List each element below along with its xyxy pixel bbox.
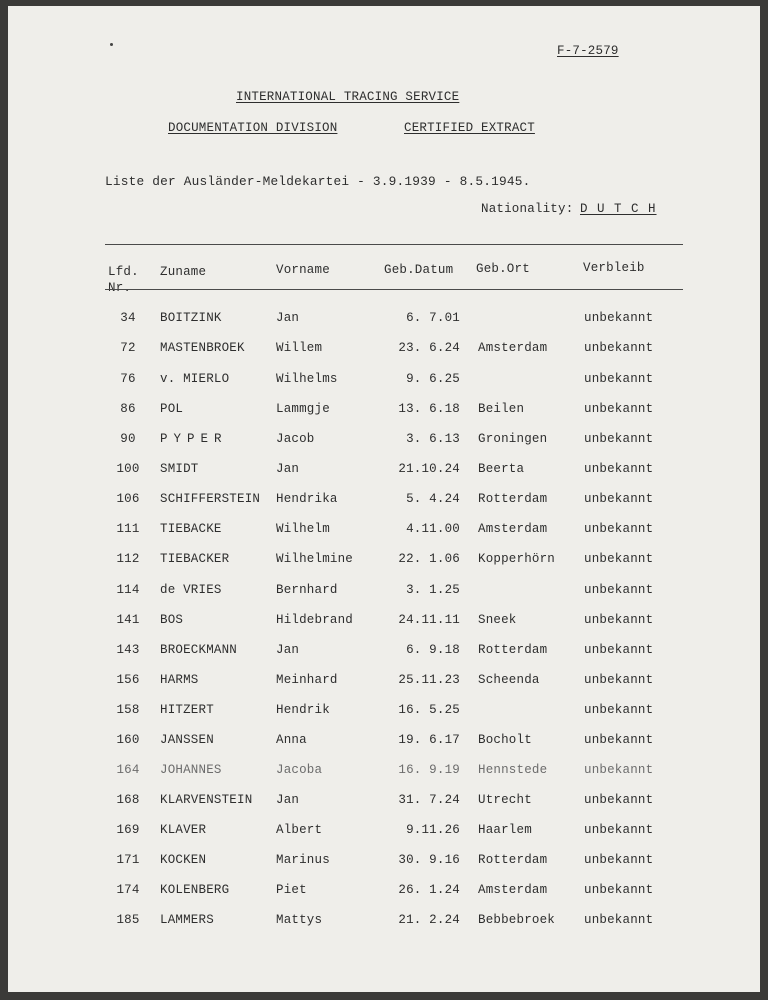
row-geb-ort: Groningen [478,432,548,446]
row-geb-ort: Hennstede [478,763,548,777]
table-row [8,613,760,643]
row-zuname: KLAVER [160,823,207,837]
row-geb-datum: 30. 9.16 [398,853,460,867]
row-vorname: Wilhelm [276,522,330,536]
row-verbleib: unbekannt [584,823,654,837]
row-vorname: Jan [276,793,300,807]
row-vorname: Hendrika [276,492,338,506]
row-nr: 106 [116,492,140,506]
row-geb-ort: Bocholt [478,733,532,747]
row-nr: 90 [120,432,136,446]
organization-title: INTERNATIONAL TRACING SERVICE [236,90,460,104]
row-geb-ort: Bebbebroek [478,913,556,927]
header-vorname: Vorname [276,263,330,277]
row-nr: 164 [116,763,140,777]
row-verbleib: unbekannt [584,673,654,687]
row-geb-datum: 13. 6.18 [398,402,460,416]
row-nr: 112 [116,552,140,566]
row-nr: 156 [116,673,140,687]
row-nr: 185 [116,913,140,927]
row-nr: 143 [116,643,140,657]
row-vorname: Hendrik [276,703,330,717]
row-geb-ort: Haarlem [478,823,532,837]
row-geb-datum: 16. 9.19 [398,763,460,777]
row-vorname: Jan [276,311,300,325]
row-verbleib: unbekannt [584,432,654,446]
row-geb-datum: 26. 1.24 [398,883,460,897]
document-reference: F-7-2579 [557,44,619,58]
row-nr: 168 [116,793,140,807]
row-vorname: Hildebrand [276,613,354,627]
row-geb-ort: Sneek [478,613,517,627]
row-geb-datum: 3. 1.25 [406,583,460,597]
row-vorname: Jan [276,643,300,657]
row-zuname: LAMMERS [160,913,214,927]
row-geb-datum: 23. 6.24 [398,341,460,355]
header-nr-line2: Nr. [108,281,132,295]
table-row [8,552,760,582]
row-verbleib: unbekannt [584,552,654,566]
row-verbleib: unbekannt [584,643,654,657]
table-row [8,913,760,943]
table-row [8,402,760,432]
row-verbleib: unbekannt [584,462,654,476]
header-top-rule [105,244,683,245]
row-vorname: Albert [276,823,323,837]
row-geb-datum: 22. 1.06 [398,552,460,566]
row-nr: 100 [116,462,140,476]
extract-title: CERTIFIED EXTRACT [404,121,535,135]
row-geb-ort: Scheenda [478,673,540,687]
row-vorname: Jacoba [276,763,323,777]
table-row [8,372,760,402]
row-geb-ort: Utrecht [478,793,532,807]
nationality-value: D U T C H [580,202,657,216]
row-zuname: de VRIES [160,583,222,597]
row-geb-ort: Rotterdam [478,492,548,506]
table-row [8,703,760,733]
header-geb-datum: Geb.Datum [384,263,454,277]
table-row [8,853,760,883]
row-zuname: BROECKMANN [160,643,238,657]
row-verbleib: unbekannt [584,583,654,597]
table-row [8,432,760,462]
speck-mark [110,43,113,46]
header-nr: Lfd. [108,265,139,279]
row-verbleib: unbekannt [584,492,654,506]
row-nr: 171 [116,853,140,867]
row-zuname: TIEBACKER [160,552,230,566]
row-verbleib: unbekannt [584,733,654,747]
row-geb-ort: Amsterdam [478,522,548,536]
row-verbleib: unbekannt [584,913,654,927]
row-zuname: SMIDT [160,462,199,476]
row-vorname: Bernhard [276,583,338,597]
row-zuname: JOHANNES [160,763,222,777]
row-nr: 86 [120,402,136,416]
table-row [8,311,760,341]
row-nr: 111 [116,522,140,536]
header-geb-ort: Geb.Ort [476,262,530,276]
row-verbleib: unbekannt [584,311,654,325]
row-geb-datum: 6. 7.01 [406,311,460,325]
row-verbleib: unbekannt [584,703,654,717]
row-geb-datum: 9. 6.25 [406,372,460,386]
row-zuname: KLARVENSTEIN [160,793,253,807]
table-row [8,823,760,853]
row-geb-ort: Amsterdam [478,341,548,355]
row-zuname: HARMS [160,673,199,687]
row-verbleib: unbekannt [584,341,654,355]
nationality-label: Nationality: [481,202,574,216]
row-geb-datum: 6. 9.18 [406,643,460,657]
row-vorname: Jacob [276,432,315,446]
table-row [8,492,760,522]
row-zuname: JANSSEN [160,733,214,747]
row-zuname: MASTENBROEK [160,341,245,355]
row-geb-datum: 25.11.23 [398,673,460,687]
table-row [8,793,760,823]
row-vorname: Willem [276,341,323,355]
row-geb-ort: Rotterdam [478,853,548,867]
row-zuname: POL [160,402,184,416]
row-zuname: SCHIFFERSTEIN [160,492,261,506]
row-nr: 141 [116,613,140,627]
row-verbleib: unbekannt [584,793,654,807]
row-verbleib: unbekannt [584,402,654,416]
row-zuname: BOITZINK [160,311,222,325]
table-row [8,522,760,552]
table-row [8,763,760,793]
row-nr: 158 [116,703,140,717]
row-verbleib: unbekannt [584,763,654,777]
row-vorname: Piet [276,883,307,897]
row-geb-ort: Rotterdam [478,643,548,657]
row-vorname: Jan [276,462,300,476]
row-geb-datum: 31. 7.24 [398,793,460,807]
row-vorname: Mattys [276,913,323,927]
row-geb-datum: 9.11.26 [406,823,460,837]
table-row [8,643,760,673]
row-geb-ort: Kopperhörn [478,552,556,566]
list-title: Liste der Ausländer-Meldekartei - 3.9.1939 - 8.5.1945. [105,174,531,189]
table-row [8,673,760,703]
row-nr: 169 [116,823,140,837]
row-zuname: KOCKEN [160,853,207,867]
table-row [8,583,760,613]
row-zuname: TIEBACKE [160,522,222,536]
row-nr: 174 [116,883,140,897]
row-geb-datum: 21.10.24 [398,462,460,476]
row-nr: 34 [120,311,136,325]
division-title: DOCUMENTATION DIVISION [168,121,338,135]
row-verbleib: unbekannt [584,853,654,867]
row-nr: 160 [116,733,140,747]
table-row [8,733,760,763]
header-bottom-rule [105,289,683,290]
row-nr: 114 [116,583,140,597]
row-verbleib: unbekannt [584,522,654,536]
table-row [8,341,760,371]
row-zuname: KOLENBERG [160,883,230,897]
row-zuname: PYPER [160,432,228,446]
table-row [8,462,760,492]
row-geb-datum: 24.11.11 [398,613,460,627]
row-geb-datum: 21. 2.24 [398,913,460,927]
header-zuname: Zuname [160,265,207,279]
row-vorname: Anna [276,733,307,747]
row-geb-datum: 4.11.00 [406,522,460,536]
row-nr: 76 [120,372,136,386]
row-vorname: Meinhard [276,673,338,687]
row-geb-ort: Beilen [478,402,525,416]
table-row [8,883,760,913]
document-page [8,6,760,992]
row-vorname: Wilhelmine [276,552,354,566]
row-zuname: v. MIERLO [160,372,230,386]
row-vorname: Wilhelms [276,372,338,386]
header-verbleib: Verbleib [583,261,645,275]
row-zuname: HITZERT [160,703,214,717]
row-geb-datum: 19. 6.17 [398,733,460,747]
row-geb-datum: 16. 5.25 [398,703,460,717]
row-geb-datum: 3. 6.13 [406,432,460,446]
row-zuname: BOS [160,613,184,627]
row-vorname: Lammgje [276,402,330,416]
row-geb-ort: Beerta [478,462,525,476]
row-geb-datum: 5. 4.24 [406,492,460,506]
row-verbleib: unbekannt [584,372,654,386]
row-nr: 72 [120,341,136,355]
row-vorname: Marinus [276,853,330,867]
row-verbleib: unbekannt [584,883,654,897]
row-geb-ort: Amsterdam [478,883,548,897]
row-verbleib: unbekannt [584,613,654,627]
